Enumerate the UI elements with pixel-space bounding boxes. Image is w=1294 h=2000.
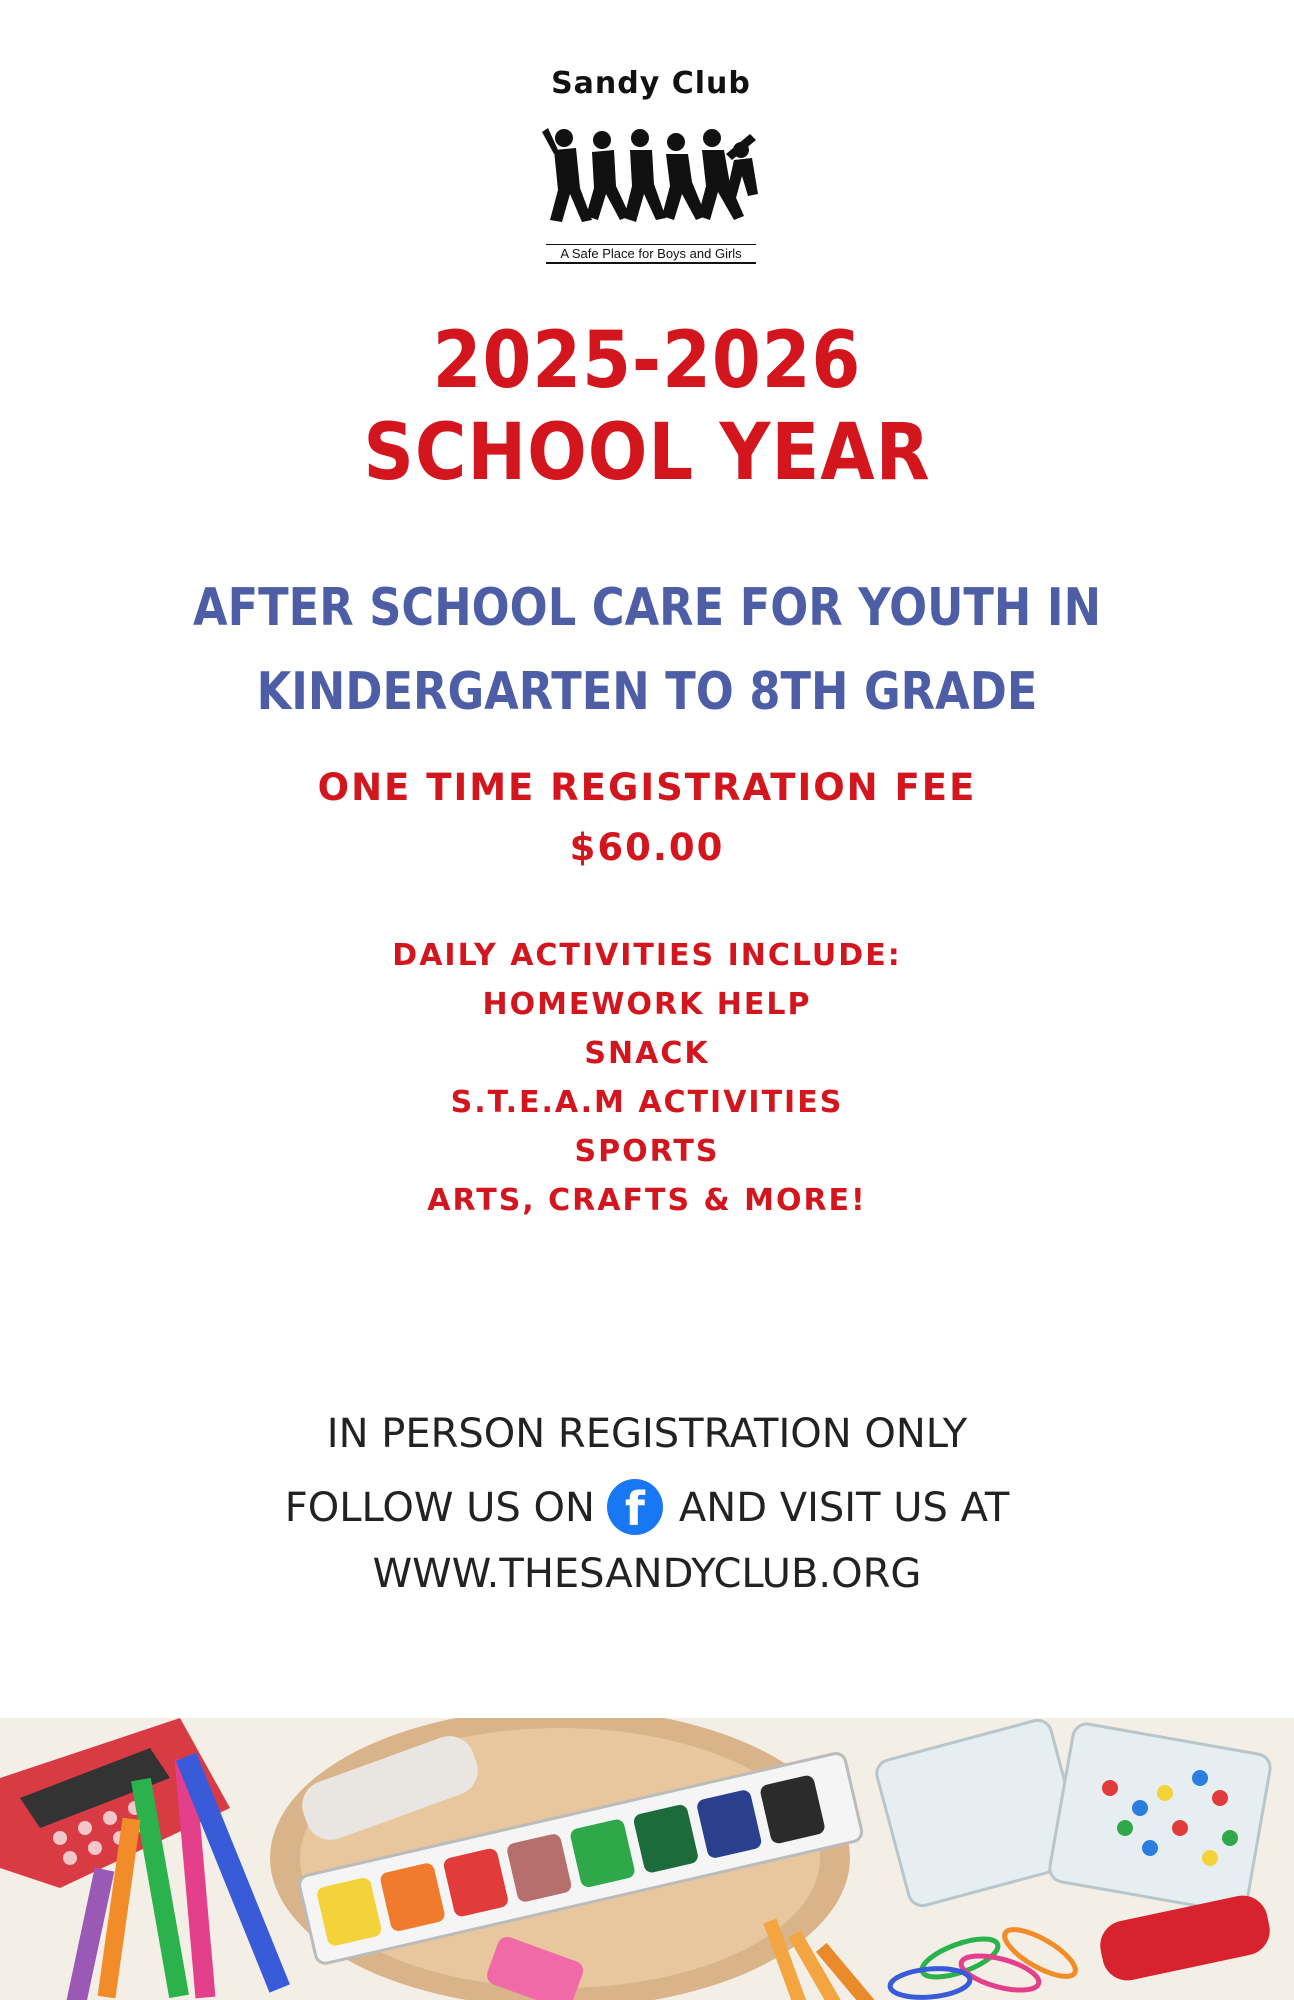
follow-suffix: AND VISIT US AT (678, 1485, 1010, 1531)
push-pin-boxes-graphic (874, 1718, 1273, 1914)
subheadline-line-2: KINDERGARTEN TO 8TH GRADE (256, 662, 1038, 722)
headline-school-year: SCHOOL YEAR (363, 408, 931, 498)
registration-fee-amount: $60.00 (569, 826, 725, 869)
activity-item: ARTS, CRAFTS & MORE! (427, 1183, 867, 1218)
logo-tagline: A Safe Place for Boys and Girls (546, 244, 756, 264)
activities-heading: DAILY ACTIVITIES INCLUDE: (392, 938, 902, 973)
headline-year: 2025-2026 (432, 316, 862, 406)
activity-item: SNACK (584, 1036, 710, 1071)
children-silhouette-graphic (536, 98, 766, 248)
sandy-club-logo (536, 66, 766, 266)
registration-fee-label: ONE TIME REGISTRATION FEE (317, 766, 977, 809)
activity-item: S.T.E.A.M ACTIVITIES (450, 1085, 844, 1120)
activity-item: SPORTS (574, 1134, 720, 1169)
website-link[interactable]: WWW.THESANDYCLUB.ORG (372, 1551, 922, 1597)
facebook-icon[interactable]: f (607, 1479, 663, 1535)
follow-prefix: FOLLOW US ON (284, 1485, 595, 1531)
subheadline-line-1: AFTER SCHOOL CARE FOR YOUTH IN (192, 578, 1101, 638)
registration-note: IN PERSON REGISTRATION ONLY (326, 1411, 968, 1457)
follow-us-line (0, 1479, 1294, 1541)
logo-title: Sandy Club (551, 66, 751, 101)
activity-item: HOMEWORK HELP (482, 987, 812, 1022)
school-supplies-image (0, 1718, 1294, 2000)
